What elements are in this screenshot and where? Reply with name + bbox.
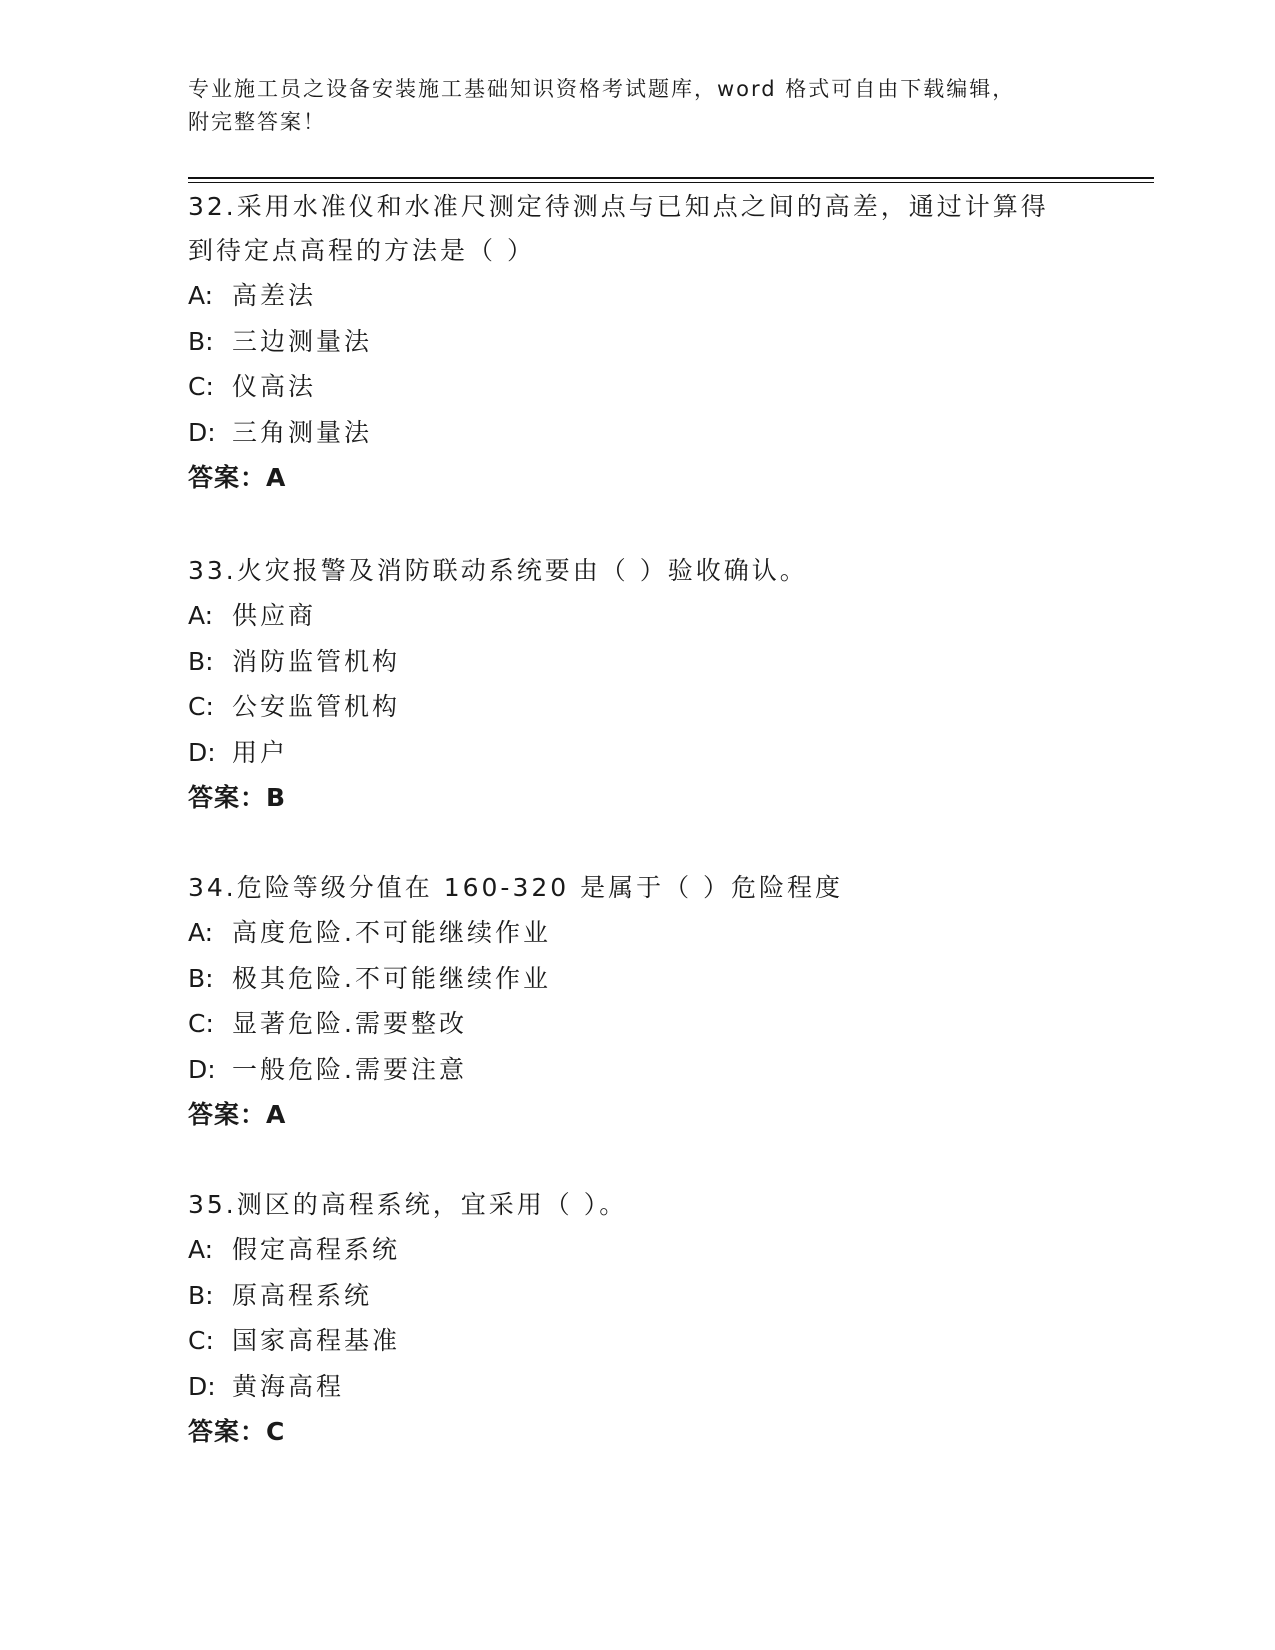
option-label: B: — [188, 646, 214, 676]
question-stem-line: 32.采用水准仪和水准尺测定待测点与已知点之间的高差，通过计算得 — [188, 192, 1049, 221]
option-text: 公安监管机构 — [232, 692, 401, 721]
option-label: A: — [188, 1235, 214, 1264]
option-text: 显著危险.需要整改 — [232, 1009, 467, 1038]
option-c — [188, 364, 1088, 410]
option-c — [188, 1001, 1088, 1047]
option-d — [188, 730, 1088, 776]
option-c — [188, 684, 1088, 730]
option-text: 三角测量法 — [232, 417, 373, 447]
answer: 答案：A — [188, 1100, 287, 1129]
option-d — [188, 410, 1088, 456]
option-text: 黄海高程 — [232, 1371, 345, 1401]
option-label: D: — [188, 1054, 216, 1084]
option-b — [188, 1273, 1088, 1319]
option-c — [188, 1318, 1088, 1364]
answer: 答案：C — [188, 1417, 286, 1446]
option-label: B: — [188, 1280, 214, 1310]
option-text: 供应商 — [232, 601, 317, 630]
option-b — [188, 319, 1088, 365]
option-text: 一般危险.需要注意 — [232, 1054, 467, 1084]
option-text: 极其危险.不可能继续作业 — [232, 963, 551, 993]
option-a — [188, 910, 1088, 956]
option-a — [188, 273, 1088, 319]
answer: 答案：A — [188, 463, 287, 492]
option-text: 三边测量法 — [232, 326, 373, 356]
option-label: D: — [188, 417, 216, 447]
option-a — [188, 1227, 1088, 1273]
option-label: A: — [188, 601, 214, 630]
option-text: 高度危险.不可能继续作业 — [232, 918, 551, 947]
document-header — [188, 73, 1088, 139]
question-stem-line: 33.火灾报警及消防联动系统要由（ ）验收确认。 — [188, 556, 808, 585]
question-33 — [188, 549, 1088, 821]
option-label: C: — [188, 372, 214, 401]
option-label: C: — [188, 1326, 214, 1355]
option-text: 高差法 — [232, 281, 317, 310]
question-stem-line: 34.危险等级分值在 160-320 是属于（ ）危险程度 — [188, 873, 844, 902]
option-text: 用户 — [232, 737, 289, 767]
option-a — [188, 593, 1088, 639]
option-text: 假定高程系统 — [232, 1235, 401, 1264]
question-32 — [188, 185, 1088, 501]
question-stem-line: 到待定点高程的方法是（ ） — [188, 236, 535, 265]
option-label: B: — [188, 963, 214, 993]
question-35 — [188, 1183, 1088, 1455]
answer: 答案：B — [188, 783, 287, 812]
option-b — [188, 956, 1088, 1002]
option-label: D: — [188, 1371, 216, 1401]
option-label: B: — [188, 326, 214, 356]
option-text: 国家高程基准 — [232, 1326, 401, 1355]
option-text: 消防监管机构 — [232, 646, 401, 676]
option-d — [188, 1364, 1088, 1410]
header-divider-thick — [188, 177, 1154, 179]
option-b — [188, 639, 1088, 685]
option-label: D: — [188, 737, 216, 767]
question-34 — [188, 866, 1088, 1138]
question-stem-line: 35.测区的高程系统，宜采用（ ）。 — [188, 1190, 628, 1219]
header-divider-thin — [188, 182, 1154, 183]
option-label: C: — [188, 1009, 214, 1038]
header-line-1: 专业施工员之设备安装施工基础知识资格考试题库，word 格式可自由下载编辑， — [188, 77, 1016, 101]
header-line-2: 附完整答案！ — [188, 110, 326, 134]
option-label: A: — [188, 281, 214, 310]
option-label: C: — [188, 692, 214, 721]
option-d — [188, 1047, 1088, 1093]
option-label: A: — [188, 918, 214, 947]
option-text: 仪高法 — [232, 372, 317, 401]
option-text: 原高程系统 — [232, 1280, 373, 1310]
